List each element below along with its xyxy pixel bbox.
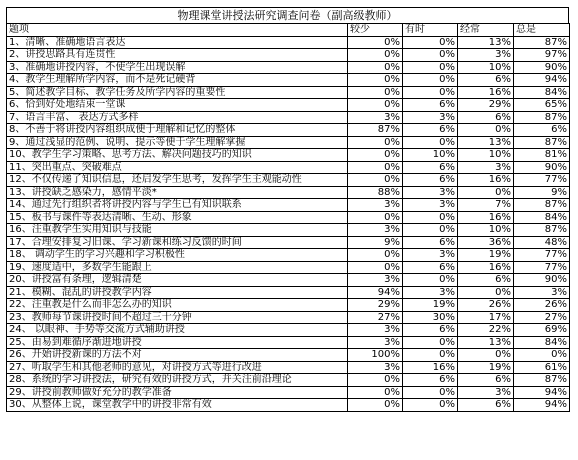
rarely-cell: 0% (348, 261, 403, 274)
always-cell: 87% (514, 36, 570, 49)
always-cell: 90% (514, 274, 570, 287)
often-cell: 6% (458, 111, 514, 124)
item-cell: 2、讲授思路具有连贯性 (7, 49, 348, 62)
header-item: 题项 (7, 24, 348, 37)
header-sometimes: 有时 (403, 24, 458, 37)
always-cell: 48% (514, 236, 570, 249)
often-cell: 6% (458, 399, 514, 412)
table-row (7, 249, 570, 262)
table-row (7, 124, 570, 137)
item-cell: 27、听取学生和其他老师的意见，对讲授方式等进行改进 (7, 361, 348, 374)
sometimes-cell: 0% (403, 399, 458, 412)
rarely-cell: 3% (348, 336, 403, 349)
rarely-cell: 0% (348, 99, 403, 112)
sometimes-cell: 6% (403, 174, 458, 187)
item-cell: 7、语言丰富、 表达方式多样 (7, 111, 348, 124)
item-cell: 17、合理安排复习旧课、学习新课和练习反馈的时间 (7, 236, 348, 249)
always-cell: 77% (514, 249, 570, 262)
rarely-cell: 0% (348, 49, 403, 62)
table-row (7, 136, 570, 149)
sometimes-cell: 0% (403, 274, 458, 287)
item-cell: 20、讲授富有条理，逻辑清楚 (7, 274, 348, 287)
item-cell: 26、开始讲授新课的方法不对 (7, 349, 348, 362)
table-row (7, 274, 570, 287)
often-cell: 10% (458, 149, 514, 162)
often-cell: 16% (458, 261, 514, 274)
always-cell: 97% (514, 49, 570, 62)
table-row (7, 149, 570, 162)
sometimes-cell: 10% (403, 149, 458, 162)
often-cell: 7% (458, 199, 514, 212)
sometimes-cell: 6% (403, 161, 458, 174)
item-cell: 29、讲授前教师做好充分的教学准备 (7, 386, 348, 399)
item-cell: 21、模糊、混乱的讲授教学内容 (7, 286, 348, 299)
table-row (7, 36, 570, 49)
rarely-cell: 3% (348, 224, 403, 237)
item-cell: 5、简述教学目标、教学任务及所学内容的重要性 (7, 86, 348, 99)
rarely-cell: 0% (348, 136, 403, 149)
always-cell: 61% (514, 361, 570, 374)
table-row (7, 199, 570, 212)
survey-sheet (6, 7, 569, 412)
header-often: 经常 (458, 24, 514, 37)
header-rarely: 较少 (348, 24, 403, 37)
always-cell: 6% (514, 124, 570, 137)
table-row (7, 211, 570, 224)
item-cell: 23、教师每节课讲授时间不超过三十分钟 (7, 311, 348, 324)
sometimes-cell: 0% (403, 224, 458, 237)
sometimes-cell: 19% (403, 299, 458, 312)
sometimes-cell: 3% (403, 199, 458, 212)
sometimes-cell: 6% (403, 99, 458, 112)
always-cell: 84% (514, 86, 570, 99)
rarely-cell: 9% (348, 236, 403, 249)
rarely-cell: 0% (348, 174, 403, 187)
often-cell: 17% (458, 311, 514, 324)
often-cell: 6% (458, 274, 514, 287)
rarely-cell: 3% (348, 199, 403, 212)
item-cell: 15、板书与课件等表达清晰、生动、形象 (7, 211, 348, 224)
item-cell: 13、讲授缺乏感染力，感情平淡* (7, 186, 348, 199)
often-cell: 13% (458, 136, 514, 149)
table-row (7, 386, 570, 399)
rarely-cell: 0% (348, 36, 403, 49)
often-cell: 19% (458, 361, 514, 374)
item-cell: 10、教学生学习策略、思考方法、解决问题技巧的知识 (7, 149, 348, 162)
rarely-cell: 0% (348, 74, 403, 87)
often-cell: 0% (458, 124, 514, 137)
table-row (7, 236, 570, 249)
table-row (7, 361, 570, 374)
rarely-cell: 0% (348, 149, 403, 162)
always-cell: 84% (514, 336, 570, 349)
item-cell: 18、 调动学生的学习兴趣和学习积极性 (7, 249, 348, 262)
always-cell: 69% (514, 324, 570, 337)
rarely-cell: 100% (348, 349, 403, 362)
often-cell: 10% (458, 61, 514, 74)
table-row (7, 49, 570, 62)
often-cell: 13% (458, 36, 514, 49)
item-cell: 22、注重教是什么而非怎么办的知识 (7, 299, 348, 312)
always-cell: 87% (514, 199, 570, 212)
table-row (7, 299, 570, 312)
rarely-cell: 3% (348, 111, 403, 124)
sometimes-cell: 16% (403, 361, 458, 374)
table-row (7, 311, 570, 324)
often-cell: 3% (458, 49, 514, 62)
item-cell: 28、系统的学习讲授法，研究有效的讲授方式，并关注前沿理论 (7, 374, 348, 387)
sometimes-cell: 0% (403, 36, 458, 49)
sometimes-cell: 0% (403, 74, 458, 87)
sometimes-cell: 0% (403, 336, 458, 349)
sometimes-cell: 0% (403, 86, 458, 99)
often-cell: 19% (458, 249, 514, 262)
sometimes-cell: 6% (403, 124, 458, 137)
rarely-cell: 0% (348, 211, 403, 224)
often-cell: 10% (458, 224, 514, 237)
rarely-cell: 94% (348, 286, 403, 299)
rarely-cell: 0% (348, 386, 403, 399)
table-row (7, 174, 570, 187)
table-row (7, 349, 570, 362)
always-cell: 87% (514, 136, 570, 149)
item-cell: 6、恰到好处地结束一堂课 (7, 99, 348, 112)
rarely-cell: 0% (348, 249, 403, 262)
item-cell: 11、突出重点、突破难点 (7, 161, 348, 174)
always-cell: 94% (514, 399, 570, 412)
table-row (7, 324, 570, 337)
often-cell: 26% (458, 299, 514, 312)
always-cell: 0% (514, 349, 570, 362)
item-cell: 12、不仅传递了知识信息，还启发学生思考，发挥学生主观能动性 (7, 174, 348, 187)
header-always: 总是 (514, 24, 570, 37)
rarely-cell: 0% (348, 86, 403, 99)
always-cell: 3% (514, 286, 570, 299)
always-cell: 77% (514, 174, 570, 187)
sometimes-cell: 0% (403, 386, 458, 399)
sometimes-cell: 6% (403, 374, 458, 387)
often-cell: 6% (458, 374, 514, 387)
always-cell: 90% (514, 61, 570, 74)
sometimes-cell: 0% (403, 211, 458, 224)
table-row (7, 161, 570, 174)
item-cell: 4、教学生理解所学内容，而不是死记硬背 (7, 74, 348, 87)
table-row (7, 111, 570, 124)
always-cell: 87% (514, 224, 570, 237)
often-cell: 3% (458, 386, 514, 399)
always-cell: 26% (514, 299, 570, 312)
often-cell: 13% (458, 336, 514, 349)
often-cell: 29% (458, 99, 514, 112)
always-cell: 87% (514, 374, 570, 387)
always-cell: 27% (514, 311, 570, 324)
rarely-cell: 27% (348, 311, 403, 324)
table-row (7, 61, 570, 74)
often-cell: 16% (458, 211, 514, 224)
always-cell: 9% (514, 186, 570, 199)
item-cell: 1、清晰、准确地语言表达 (7, 36, 348, 49)
often-cell: 3% (458, 161, 514, 174)
always-cell: 65% (514, 99, 570, 112)
rarely-cell: 3% (348, 324, 403, 337)
often-cell: 16% (458, 86, 514, 99)
often-cell: 6% (458, 74, 514, 87)
sometimes-cell: 30% (403, 311, 458, 324)
rarely-cell: 3% (348, 274, 403, 287)
rarely-cell: 87% (348, 124, 403, 137)
sometimes-cell: 3% (403, 249, 458, 262)
table-row (7, 99, 570, 112)
sometimes-cell: 0% (403, 136, 458, 149)
item-cell: 9、通过浅显的范例、说明、提示等便于学生理解掌握 (7, 136, 348, 149)
item-cell: 14、通过先行组织者将讲授内容与学生已有知识联系 (7, 199, 348, 212)
rarely-cell: 0% (348, 399, 403, 412)
table-row (7, 336, 570, 349)
item-cell: 25、由易到难循序渐进地讲授 (7, 336, 348, 349)
often-cell: 22% (458, 324, 514, 337)
item-cell: 30、从整体上说，课堂教学中的讲授非常有效 (7, 399, 348, 412)
table-row (7, 261, 570, 274)
item-cell: 8、不善于将讲授内容组织成便于理解和记忆的整体 (7, 124, 348, 137)
often-cell: 36% (458, 236, 514, 249)
sometimes-cell: 0% (403, 349, 458, 362)
always-cell: 94% (514, 386, 570, 399)
item-cell: 24、 以眼神、手势等交流方式辅助讲授 (7, 324, 348, 337)
sometimes-cell: 0% (403, 61, 458, 74)
rarely-cell: 0% (348, 61, 403, 74)
item-cell: 16、注重教学生实用知识与技能 (7, 224, 348, 237)
sometimes-cell: 6% (403, 261, 458, 274)
item-cell: 3、准确地讲授内容，不使学生出现误解 (7, 61, 348, 74)
rarely-cell: 29% (348, 299, 403, 312)
survey-title: 物理课堂讲授法研究调查问卷（副高级教师） (6, 7, 569, 23)
rarely-cell: 3% (348, 361, 403, 374)
always-cell: 94% (514, 74, 570, 87)
table-body (7, 36, 570, 411)
rarely-cell: 88% (348, 186, 403, 199)
table-row (7, 74, 570, 87)
always-cell: 81% (514, 149, 570, 162)
often-cell: 0% (458, 349, 514, 362)
sometimes-cell: 3% (403, 111, 458, 124)
survey-table (6, 23, 570, 412)
table-row (7, 224, 570, 237)
rarely-cell: 0% (348, 161, 403, 174)
sometimes-cell: 6% (403, 236, 458, 249)
rarely-cell: 0% (348, 374, 403, 387)
table-row (7, 286, 570, 299)
table-row (7, 186, 570, 199)
item-cell: 19、速度适中，多数学生能跟上 (7, 261, 348, 274)
sometimes-cell: 6% (403, 324, 458, 337)
always-cell: 77% (514, 261, 570, 274)
sometimes-cell: 0% (403, 49, 458, 62)
table-row (7, 399, 570, 412)
always-cell: 90% (514, 161, 570, 174)
table-row (7, 374, 570, 387)
table-row (7, 86, 570, 99)
sometimes-cell: 3% (403, 286, 458, 299)
always-cell: 84% (514, 211, 570, 224)
sometimes-cell: 3% (403, 186, 458, 199)
often-cell: 0% (458, 286, 514, 299)
header-row (7, 24, 570, 37)
often-cell: 16% (458, 174, 514, 187)
often-cell: 0% (458, 186, 514, 199)
always-cell: 87% (514, 111, 570, 124)
